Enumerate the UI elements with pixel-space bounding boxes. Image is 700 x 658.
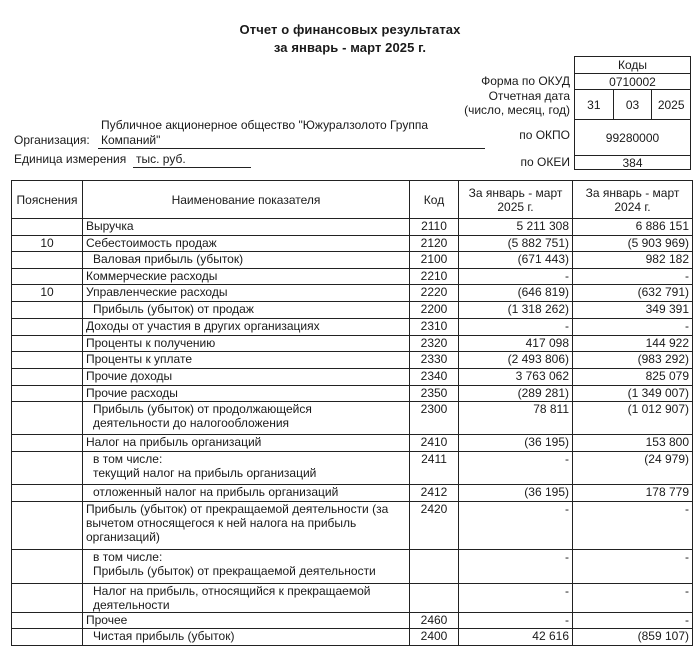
col-name: Наименование показателя	[83, 181, 410, 219]
table-row: Валовая прибыль (убыток) 2100 (671 443) 982 182	[12, 252, 693, 269]
org-name-line2: Компаний"	[101, 133, 161, 147]
table-row: в том числе: Прибыль (убыток) от прекращаемой деятельности - -	[12, 550, 693, 584]
table-row: отложенный налог на прибыль организаций 2412 (36 195) 178 779	[12, 485, 693, 502]
okpo-label: по ОКПО	[519, 128, 570, 142]
table-row: 10 Себестоимость продаж 2120 (5 882 751) (5 903 969)	[12, 236, 693, 252]
report-title: Отчет о финансовых результатах	[239, 22, 461, 37]
org-underline	[98, 148, 485, 149]
date-day: 31	[587, 97, 601, 112]
col-previous: За январь - март 2024 г.	[573, 181, 693, 219]
table-row: Доходы от участия в других организациях 2310 - -	[12, 319, 693, 336]
table-row: Налог на прибыль организаций 2410 (36 195) 153 800	[12, 435, 693, 452]
date-year: 2025	[651, 90, 690, 119]
table-row: Прибыль (убыток) от продолжающейся деятельности до налогообложения 2300 78 811 (1 012 907)	[12, 402, 693, 435]
table-row: Прибыль (убыток) от продаж 2200 (1 318 262) 349 391	[12, 302, 693, 319]
org-name-line1: Публичное акционерное общество "Южуралзолото Группа	[101, 118, 429, 132]
table-row: 10 Управленческие расходы 2220 (646 819) (632 791)	[12, 285, 693, 302]
table-row: Прочие расходы 2350 (289 281) (1 349 007)	[12, 386, 693, 402]
col-code: Код	[410, 181, 459, 219]
codes-header: Коды	[617, 58, 648, 72]
table-header-row	[12, 181, 693, 219]
date-month: 03	[613, 90, 652, 119]
report-period: за январь - март 2025 г.	[273, 40, 427, 55]
org-label: Организация:	[14, 133, 90, 147]
date-label-line2: (число, месяц, год)	[464, 103, 570, 117]
okei-value: 384	[575, 155, 690, 169]
date-label-line1: Отчетная дата	[488, 89, 570, 103]
table-row: в том числе: текущий налог на прибыль организаций 2411 - (24 979)	[12, 452, 693, 485]
col-notes: Пояснения	[12, 181, 83, 219]
okud-value: 0710002	[575, 73, 690, 89]
unit-label: Единица измерения	[14, 152, 127, 166]
table-row: Проценты к уплате 2330 (2 493 806) (983 292)	[12, 352, 693, 369]
unit-value: тыс. руб.	[136, 152, 186, 166]
okud-label: Форма по ОКУД	[481, 74, 570, 88]
okpo-value: 99280000	[575, 119, 690, 155]
codes-box	[574, 56, 691, 170]
table-row: Чистая прибыль (убыток) 2400 42 616 (859 107)	[12, 629, 693, 646]
col-current: За январь - март 2025 г.	[459, 181, 573, 219]
table-row: Прибыль (убыток) от прекращаемой деятельности (за вычетом относящегося к ней налога на прибыль организаций) 2420 - -	[12, 502, 693, 550]
unit-underline	[133, 167, 251, 168]
table-row: Выручка 2110 5 211 308 6 886 151	[12, 219, 693, 236]
table-row: Прочее 2460 - -	[12, 613, 693, 629]
table-row: Прочие доходы 2340 3 763 062 825 079	[12, 369, 693, 386]
table-row: Коммерческие расходы 2210 - -	[12, 269, 693, 285]
table-row: Налог на прибыль, относящийся к прекращаемой деятельности - -	[12, 584, 693, 613]
report-date	[575, 89, 690, 119]
table-row: Проценты к получению 2320 417 098 144 922	[12, 336, 693, 352]
okei-label: по ОКЕИ	[520, 155, 570, 169]
financial-results-table	[11, 180, 693, 646]
